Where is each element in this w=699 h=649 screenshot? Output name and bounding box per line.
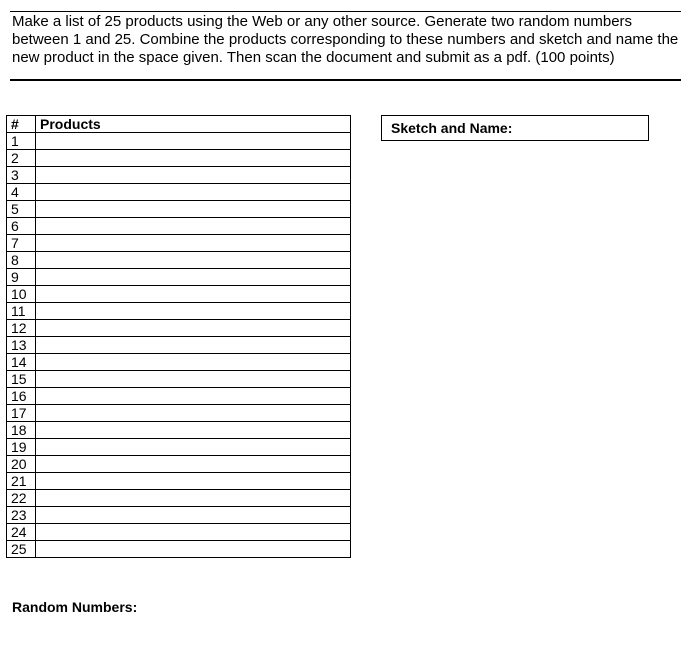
table-row bbox=[7, 235, 351, 252]
table-row bbox=[7, 456, 351, 473]
product-cell[interactable] bbox=[36, 490, 351, 507]
row-number: 8 bbox=[7, 252, 36, 269]
row-number: 20 bbox=[7, 456, 36, 473]
table-row bbox=[7, 218, 351, 235]
product-cell[interactable] bbox=[36, 320, 351, 337]
bottom-rule bbox=[10, 79, 681, 81]
row-number: 14 bbox=[7, 354, 36, 371]
table-row bbox=[7, 524, 351, 541]
product-cell[interactable] bbox=[36, 286, 351, 303]
table-row bbox=[7, 422, 351, 439]
product-cell[interactable] bbox=[36, 133, 351, 150]
product-cell[interactable] bbox=[36, 388, 351, 405]
product-cell[interactable] bbox=[36, 184, 351, 201]
table-header-row bbox=[7, 116, 351, 133]
product-cell[interactable] bbox=[36, 354, 351, 371]
row-number: 2 bbox=[7, 150, 36, 167]
table-row bbox=[7, 337, 351, 354]
product-cell[interactable] bbox=[36, 303, 351, 320]
product-cell[interactable] bbox=[36, 524, 351, 541]
product-cell[interactable] bbox=[36, 371, 351, 388]
product-cell[interactable] bbox=[36, 269, 351, 286]
product-cell[interactable] bbox=[36, 473, 351, 490]
table-row bbox=[7, 439, 351, 456]
table-row bbox=[7, 320, 351, 337]
row-number: 25 bbox=[7, 541, 36, 558]
product-cell[interactable] bbox=[36, 405, 351, 422]
row-number: 11 bbox=[7, 303, 36, 320]
row-number: 19 bbox=[7, 439, 36, 456]
product-cell[interactable] bbox=[36, 218, 351, 235]
row-number: 7 bbox=[7, 235, 36, 252]
product-cell[interactable] bbox=[36, 150, 351, 167]
row-number: 4 bbox=[7, 184, 36, 201]
table-row bbox=[7, 269, 351, 286]
table-row bbox=[7, 252, 351, 269]
row-number: 3 bbox=[7, 167, 36, 184]
table-row bbox=[7, 201, 351, 218]
product-cell[interactable] bbox=[36, 235, 351, 252]
product-cell[interactable] bbox=[36, 201, 351, 218]
row-number: 6 bbox=[7, 218, 36, 235]
row-number: 18 bbox=[7, 422, 36, 439]
row-number: 16 bbox=[7, 388, 36, 405]
product-cell[interactable] bbox=[36, 337, 351, 354]
table-row bbox=[7, 405, 351, 422]
table-row bbox=[7, 184, 351, 201]
table-row bbox=[7, 371, 351, 388]
row-number: 12 bbox=[7, 320, 36, 337]
row-number: 10 bbox=[7, 286, 36, 303]
row-number: 23 bbox=[7, 507, 36, 524]
top-rule bbox=[10, 11, 681, 12]
row-number: 9 bbox=[7, 269, 36, 286]
product-cell[interactable] bbox=[36, 252, 351, 269]
product-cell[interactable] bbox=[36, 507, 351, 524]
row-number: 5 bbox=[7, 201, 36, 218]
header-products: Products bbox=[36, 116, 351, 133]
product-cell[interactable] bbox=[36, 167, 351, 184]
row-number: 13 bbox=[7, 337, 36, 354]
table-row bbox=[7, 133, 351, 150]
row-number: 22 bbox=[7, 490, 36, 507]
product-cell[interactable] bbox=[36, 422, 351, 439]
table-row bbox=[7, 286, 351, 303]
table-row bbox=[7, 303, 351, 320]
instructions-text: Make a list of 25 products using the Web or any other source. Generate two random numbers between 1 and 25. Combine the products corresponding to these numbers and sketch and name the new product in the space given. Then scan the document and submit as a pdf. (100 points) bbox=[12, 13, 679, 66]
product-cell[interactable] bbox=[36, 541, 351, 558]
row-number: 15 bbox=[7, 371, 36, 388]
table-row bbox=[7, 490, 351, 507]
table-body bbox=[7, 133, 351, 558]
table-row bbox=[7, 388, 351, 405]
table-row bbox=[7, 354, 351, 371]
sketch-and-name-box: Sketch and Name: bbox=[381, 115, 649, 141]
random-numbers-label: Random Numbers: bbox=[12, 599, 138, 615]
table-row bbox=[7, 167, 351, 184]
table-row bbox=[7, 541, 351, 558]
product-cell[interactable] bbox=[36, 456, 351, 473]
products-table bbox=[6, 115, 351, 558]
table-row bbox=[7, 150, 351, 167]
product-cell[interactable] bbox=[36, 439, 351, 456]
header-number: # bbox=[7, 116, 36, 133]
row-number: 17 bbox=[7, 405, 36, 422]
row-number: 24 bbox=[7, 524, 36, 541]
table-row bbox=[7, 473, 351, 490]
row-number: 1 bbox=[7, 133, 36, 150]
table-row bbox=[7, 507, 351, 524]
row-number: 21 bbox=[7, 473, 36, 490]
